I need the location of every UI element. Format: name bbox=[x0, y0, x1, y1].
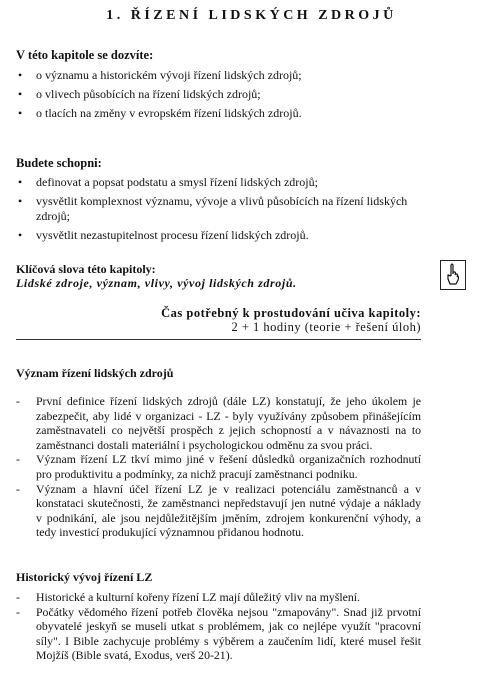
list-item: • vysvětlit nezastupitelnost procesu řízení lidských zdrojů. bbox=[16, 228, 416, 243]
able-heading: Budete schopni: bbox=[16, 156, 102, 170]
able-list bbox=[16, 175, 416, 247]
list-item: - Historické a kulturní kořeny řízení LZ mají důležitý vliv na myšlení. bbox=[16, 590, 421, 605]
chapter-title: 1. ŘÍZENÍ LIDSKÝCH ZDROJŮ bbox=[106, 8, 397, 23]
section-heading: Význam řízení lidských zdrojů bbox=[16, 366, 174, 380]
learn-list bbox=[16, 66, 416, 123]
list-item: - Význam a hlavní účel řízení LZ je v realizaci potenciálu zaměstnanců a v konstataci skutečnosti, že zaměstnanci nepředstavují jen nutné výdaje a náklady v podnikání, ale jsou nejdůležitějším jměním, zdrojem konkurenční výhody, a tedy investicí produkující významnou přidanou hodnotu. bbox=[16, 482, 421, 540]
list-item: • vysvětlit komplexnost významu, vývoje a vlivů působících na řízení lidských zdrojů; bbox=[16, 194, 416, 224]
section2-list bbox=[16, 590, 421, 663]
list-item: - Význam řízení LZ tkví mimo jiné v řešení důsledků organizačních rozhodnutí pro produktivitu a podmínky, za nichž pracují zaměstnanci podniku. bbox=[16, 452, 421, 481]
learn-heading: V této kapitole se dozvíte: bbox=[16, 48, 154, 62]
keywords-heading: Klíčová slova této kapitoly: bbox=[16, 262, 156, 276]
study-time-value: 2 + 1 hodiny (teorie + řešení úloh) bbox=[231, 320, 421, 334]
divider bbox=[16, 339, 421, 340]
list-item: • o významu a historickém vývoji řízení lidských zdrojů; bbox=[16, 66, 416, 85]
keywords-text: Lidské zdroje, význam, vlivy, vývoj lidských zdrojů. bbox=[16, 276, 297, 290]
list-item: - První definice řízení lidských zdrojů (dále LZ) konstatují, že jeho úkolem je zabezpečit, aby lidé v organizaci - LZ - byly využívány způsobem přinášejícím zaměstnavateli co největší prospěch z jejich schopností a v návaznosti na to zaměstnanci dostali materiální i psychologickou odměnu za svou práci. bbox=[16, 394, 421, 452]
list-item: • o vlivech působících na řízení lidských zdrojů; bbox=[16, 85, 416, 104]
list-item: • definovat a popsat podstatu a smysl řízení lidských zdrojů; bbox=[16, 175, 416, 190]
study-time-label: Čas potřebný k prostudování učiva kapitoly: bbox=[161, 306, 421, 320]
list-item: - Počátky vědomého řízení potřeb člověka nejsou "zmapovány". Snad již prvotní obyvatelé jeskyň se museli utkat s problémem, jak co nejlépe využít "pracovní síly". I Bible zachycuje problémy s výběrem a zaučením lidí, které musel řešit Mojžíš (Bible svatá, Exodus, verš 20-21). bbox=[16, 605, 421, 663]
pointing-hand-icon bbox=[440, 260, 466, 290]
list-item: • o tlacích na změny v evropském řízení lidských zdrojů. bbox=[16, 104, 416, 123]
section1-list bbox=[16, 394, 421, 540]
section-heading: Historický vývoj řízení LZ bbox=[16, 570, 153, 584]
